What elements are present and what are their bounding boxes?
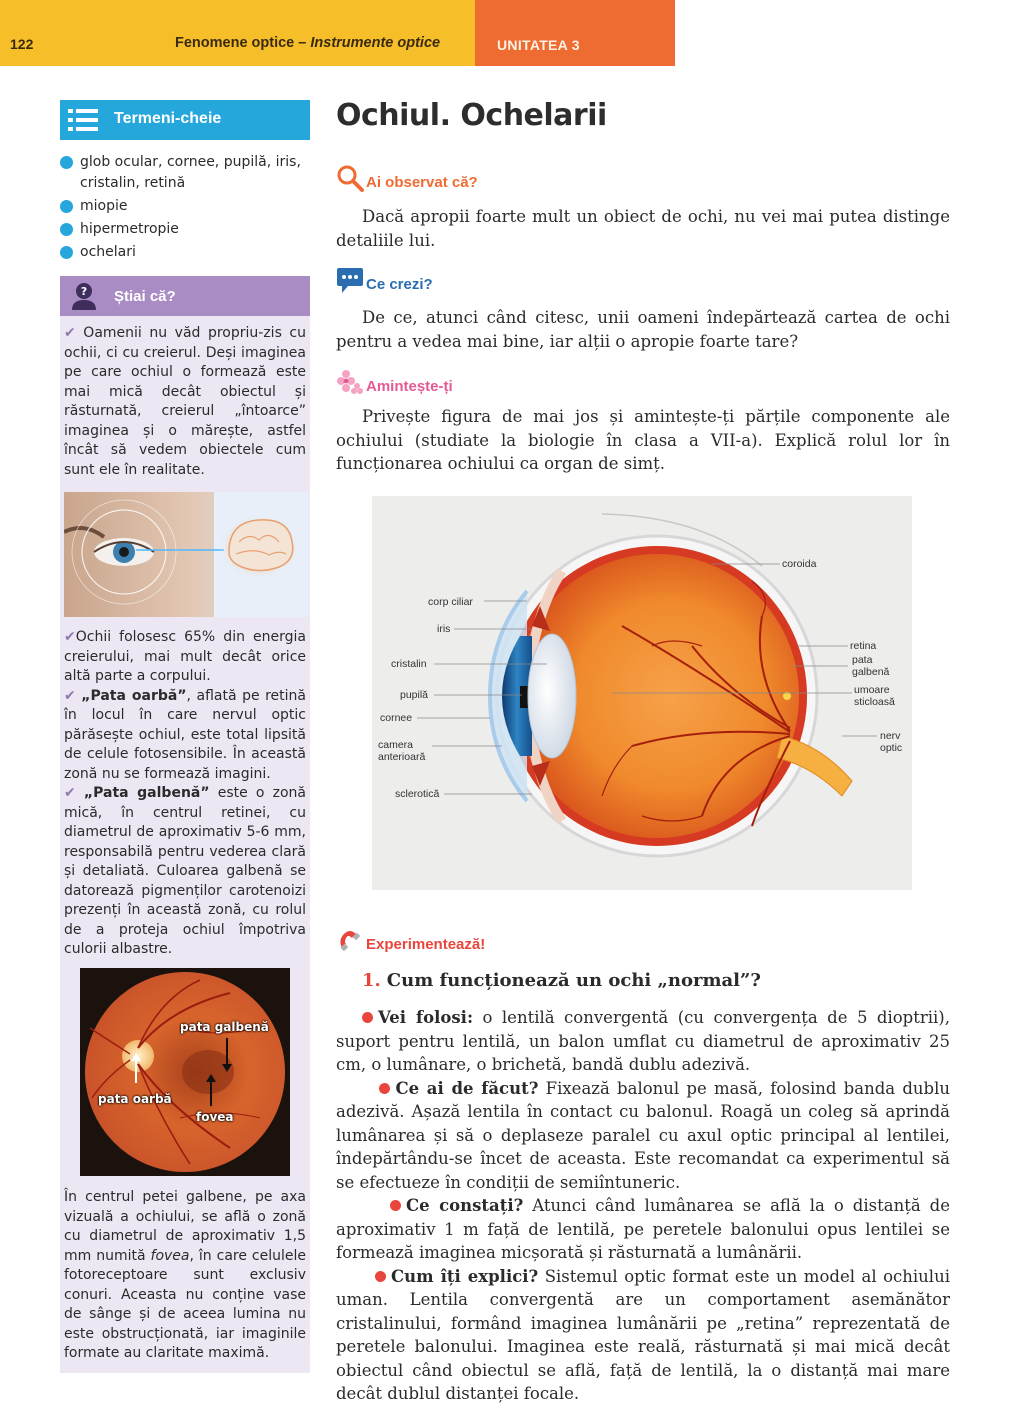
- label-camera-anterioara: camera anterioară: [378, 739, 426, 763]
- term-text: hipermetropie: [80, 221, 179, 237]
- key-terms-list: [60, 152, 315, 265]
- label-cornee: cornee: [380, 712, 413, 724]
- think-text: De ce, atunci când citesc, unii oameni îndepărtează cartea de ochi pentru a vedea mai bine, iar alții o apropie foarte tare?: [336, 308, 950, 351]
- fact-text: În centrul petei galbene, pe axa vizuală a ochiului, se află o zonă cu diametrul de aproximativ 1,5 mm numită: [64, 1189, 306, 1264]
- step-label: Vei folosi:: [378, 1008, 474, 1027]
- bullet-dot: [60, 156, 73, 169]
- magnifier-icon: [336, 164, 364, 192]
- label-retina: retina: [850, 640, 877, 652]
- step-text: Atunci când lumânarea se află la o distanță de aproximativ 1 m față de lentilă, pe peretele balonului opus lentilei se formează imaginea micșorată și răsturnată a lumânării.: [336, 1196, 950, 1262]
- speech-bubble-icon: [336, 266, 364, 294]
- retina-image: [80, 968, 290, 1176]
- experiment-body: [336, 1006, 950, 1406]
- header-yellow-band: [0, 0, 475, 66]
- page-header: [0, 0, 675, 66]
- step-label: Cum îți explici?: [391, 1266, 539, 1286]
- retina-label-pata-oarba: pata oarbă: [98, 1092, 172, 1106]
- fact-paragraph: [64, 324, 306, 480]
- check-icon: ✔: [64, 785, 76, 801]
- experiment-question: [362, 970, 761, 991]
- fact-text: Oamenii nu văd propriu-zis cu ochii, ci cu creierul. Deși imaginea pe care ochiul o formează este mai mică decât obiectul și răsturnată, creierul „întoarce” imaginea și o mărește, astfel încât să vedem obiectele cum sunt ele în realitate.: [64, 325, 306, 478]
- eye-anatomy-diagram: [372, 496, 912, 890]
- list-item: [60, 152, 315, 194]
- fact-text: este o zonă mică, în centrul retinei, cu diametrul de aproximativ 5-6 mm, responsabilă pentru vederea clară și detaliată. Culoarea galbenă se datorează pigmenților carotenoizi prezenți în această zonă, cu rolul de a proteja ochiul împotriva culorii albastre.: [64, 785, 307, 957]
- experiment-question-text: Cum funcționează un ochi „normal”?: [386, 970, 761, 991]
- eye-cross-section: [372, 496, 912, 890]
- term-text: glob ocular, cornee, pupilă, iris, cristalin, retină: [80, 154, 301, 191]
- step-label: Ce ai de făcut?: [395, 1078, 539, 1098]
- label-pupila: pupilă: [400, 689, 429, 701]
- fact-paragraph: [64, 1188, 306, 1364]
- list-item: [60, 219, 315, 240]
- step-text: Sistemul optic format este un model al ochiului uman. Lentila convergentă are un comportament asemănător cristalinului, formând imaginea lumânării pe „retina” reprezentată de peretele balonului. Imaginea este reală, răsturnată și mai mică decât obiectul când obiectul se află, față de lentilă, la o distanță mai mare decât dublul distanței focale.: [336, 1266, 950, 1403]
- bullet-dot: [60, 200, 73, 213]
- term-text: miopie: [80, 198, 128, 214]
- fact-paragraph: [64, 628, 306, 960]
- fact-text: , în care celulele fotoreceptoare sunt exclusiv conuri. Aceasta nu conține vase de sânge și de aceea lumina nu este obstrucționată, iar imaginile formate au claritate maximă.: [64, 1247, 306, 1361]
- label-umoare-sticloasa: umoare sticloasă: [854, 684, 895, 708]
- unit-label: UNITATEA 3: [497, 37, 580, 53]
- fact-text: Ochii folosesc 65% din energia creierului, mai mult decât orice altă parte a corpului.: [64, 629, 306, 684]
- fact-bold: „Pata oarbă”: [81, 687, 187, 704]
- key-terms-header: [60, 100, 310, 140]
- header-orange-band: [475, 0, 675, 66]
- did-you-know-header: [60, 276, 310, 316]
- retina-label-pata-galbena: pata galbenă: [180, 1020, 269, 1034]
- svg-text:?: ?: [80, 285, 88, 298]
- fact-text: , aflată pe retină în locul în care nervul optic părăsește ochiul, este total lipsită de celule fotosensibile. În această zonă nu se formează imagini.: [64, 687, 306, 782]
- chapter-title-plain: Fenomene optice –: [175, 35, 311, 51]
- list-item: [60, 196, 315, 217]
- fact-italic: fovea: [150, 1247, 190, 1264]
- list-icon: [66, 106, 100, 134]
- bullet-dot: [379, 1083, 390, 1094]
- check-icon: ✔: [64, 629, 76, 645]
- experiment-number: 1.: [362, 970, 381, 991]
- label-iris: iris: [437, 623, 451, 635]
- check-icon: ✔: [64, 687, 76, 704]
- bullet-dot: [390, 1200, 401, 1211]
- section-observed-label: Ai observat că?: [366, 174, 478, 191]
- list-item: [60, 242, 315, 263]
- lesson-title: Ochiul. Ochelarii: [336, 98, 607, 133]
- remember-text: Privește figura de mai jos și amintește-ți părțile componente ale ochiului (studiate la biologie în clasa a VII-a). Explică rolul lor în funcționarea ochiului ca organ de simț.: [336, 407, 950, 473]
- retina-fundus-illustration: [80, 968, 290, 1176]
- chapter-title: [175, 35, 440, 51]
- chapter-title-italic: Instrumente optice: [310, 35, 441, 51]
- section-think-label: Ce crezi?: [366, 276, 433, 293]
- label-pata-galbena: pata galbenă: [852, 654, 890, 678]
- bullet-dot: [375, 1271, 386, 1282]
- retina-label-fovea: fovea: [196, 1110, 234, 1124]
- bullet-dot: [60, 223, 73, 236]
- eye-brain-illustration: [64, 492, 308, 617]
- section-experiment-label: Experimentează!: [366, 936, 486, 953]
- did-you-know-title: Știai că?: [114, 288, 176, 305]
- fact-bold: „Pata galbenă”: [83, 785, 210, 801]
- label-sclerotica: sclerotică: [395, 788, 440, 800]
- magnet-icon: [336, 928, 364, 956]
- eye-brain-image: [64, 492, 308, 617]
- step-text: Fixează balonul pe masă, folosind banda dublu adezivă. Așază lentila în contact cu balonul. Roagă un coleg să aprindă lumânarea și să o deplaseze paralel cu axul optic principal al lentilei, îndepărtându-se încet de aceasta. Este recomandat ca experimentul să se efectueze în condiții de semiîntuneric.: [336, 1078, 950, 1192]
- section-remember-label: Amintește-ți: [366, 378, 453, 395]
- bullet-dot: [362, 1012, 373, 1023]
- label-coroida: coroida: [782, 558, 817, 570]
- page-number: 122: [10, 36, 34, 52]
- key-terms-title: Termeni-cheie: [114, 110, 222, 127]
- question-person-icon: [68, 280, 100, 312]
- term-text: ochelari: [80, 244, 136, 260]
- bullet-dot: [60, 246, 73, 259]
- label-corp-ciliar: corp ciliar: [428, 596, 473, 608]
- label-nerv-optic: nerv optic: [880, 730, 903, 754]
- flower-icon: [336, 368, 364, 396]
- check-icon: ✔: [64, 325, 76, 341]
- observed-text: Dacă apropii foarte mult un obiect de ochi, nu vei mai putea distinge detaliile lui.: [336, 207, 950, 250]
- step-label: Ce constați?: [405, 1196, 524, 1215]
- step-text: o lentilă convergentă (cu convergența de 5 dioptrii), suport pentru lentilă, un balon umflat cu diametrul de aproximativ 25 cm, o lumânare, o brichetă, bandă dublu adezivă.: [336, 1008, 950, 1074]
- label-cristalin: cristalin: [391, 658, 427, 670]
